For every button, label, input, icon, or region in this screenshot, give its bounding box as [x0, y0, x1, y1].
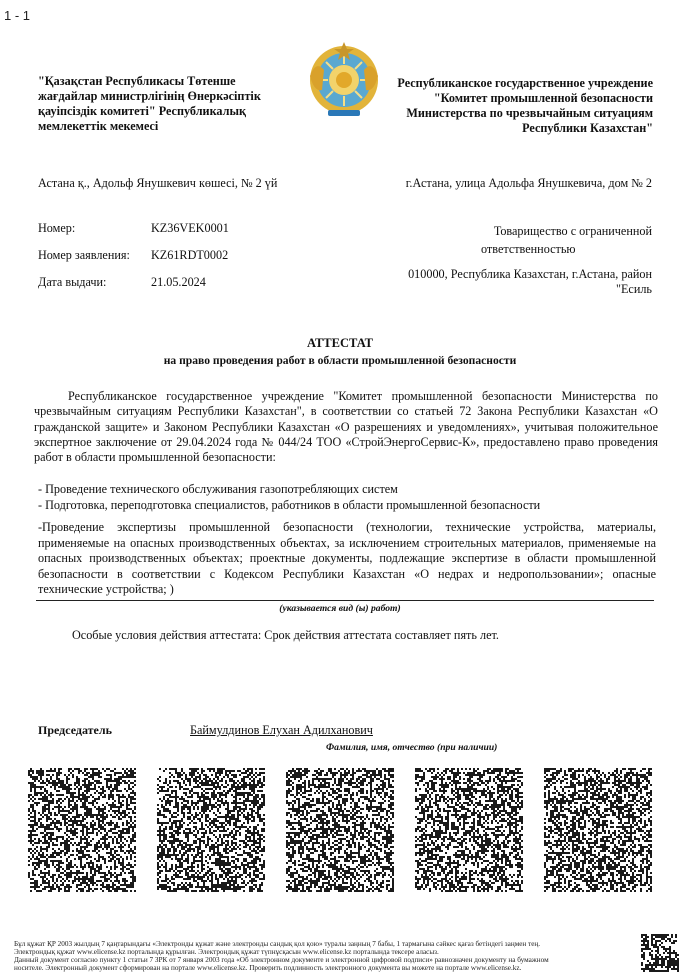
- qr-code-icon: [286, 768, 394, 892]
- page-label: 1 - 1: [4, 8, 31, 23]
- works-list: [38, 482, 656, 598]
- work-item: - Подготовка, переподготовка специалистов, работников в области промышленной безопасности: [38, 497, 541, 512]
- works-caption: (указывается вид (ы) работ): [279, 603, 401, 614]
- number-label: Номер:: [38, 221, 76, 235]
- application-label: Номер заявления:: [38, 248, 130, 262]
- chair-label: Председатель: [38, 723, 112, 737]
- footer-line: Данный документ согласно пункту 1 статьи 7 ЗРК от 7 января 2003 года «Об электронном документе и электронной цифровой подписи» равнозначен документу на бумажном: [14, 956, 549, 965]
- qr-code-icon: [544, 768, 652, 892]
- recipient-block: [395, 222, 652, 297]
- date-value: 21.05.2024: [151, 275, 206, 289]
- document-subtitle: на право проведения работ в области промышленной безопасности: [163, 354, 517, 367]
- legal-footer: [14, 940, 634, 972]
- issuer-address-kazakh: Астана қ., Адольф Янушкевич көшесі, № 2 үй: [38, 176, 278, 190]
- small-qr-code-icon: [641, 934, 679, 972]
- special-conditions: Особые условия действия аттестата: Срок действия аттестата составляет пять лет.: [72, 628, 499, 642]
- state-emblem-icon: [306, 40, 382, 118]
- body-paragraph-block: [34, 389, 658, 465]
- date-label: Дата выдачи:: [38, 275, 107, 289]
- issuer-name-kazakh: "Қазақстан Республикасы Төтенше жағдайлар министрлігінің Өнеркәсіптік қауіпсіздік комитеті" Республикалық мемлекеттік мекемесі: [38, 74, 261, 133]
- recipient-address: 010000, Республика Казахстан, г.Астана, район "Есиль: [408, 267, 652, 296]
- recipient-line-1: Товарищество с ограниченной: [493, 224, 652, 238]
- application-value: KZ61RDT0002: [151, 248, 229, 262]
- meta-date-row: [38, 275, 206, 290]
- qr-code-icon: [157, 768, 265, 892]
- qr-code-icon: [28, 768, 136, 892]
- footer-line: Электрондық құжат www.elicense.kz порталында құрылған. Электрондық құжат түпнұсқасын www.elicense.kz порталында тексере аласыз.: [14, 948, 439, 957]
- works-underline: [36, 600, 654, 601]
- work-item-expertise: -Проведение экспертизы промышленной безопасности (технологии, технические устройства, материалы, применяемые на опасных производственных объектах, за исключением строительных материалов, применяемые на опасных производственных объектах; проектные документы, подлежащие экспертизе в области промышленной безопасности в соответствии с Кодексом Республики Казахстан «О недрах и недропользовании»; опасные технические устройства; ): [38, 520, 656, 596]
- footer-line: Бұл құжат ҚР 2003 жылдың 7 қаңтарындағы «Электронды құжат және электронды сандық қол қою» туралы заңның 7 бабы, 1 тармағына сәйкес қағаз бетіндегі заңмен тең.: [14, 940, 541, 948]
- issuer-name-russian: Республиканское государственное учреждение "Комитет промышленной безопасности Министерства по чрезвычайным ситуациям Республики Казахстан": [397, 76, 653, 135]
- meta-application-row: [38, 248, 228, 263]
- number-value: KZ36VEK0001: [151, 221, 229, 235]
- name-caption: Фамилия, имя, отчество (при наличии): [326, 742, 498, 753]
- meta-number-row: [38, 221, 229, 236]
- qr-code-icon: [415, 768, 523, 892]
- document-title: АТТЕСТАТ: [307, 336, 373, 350]
- issuer-address-russian: г.Астана, улица Адольфа Янушкевича, дом № 2: [405, 176, 652, 190]
- work-item: - Проведение технического обслуживания газопотребляющих систем: [38, 482, 398, 496]
- recipient-line-2: ответственностью: [481, 242, 576, 256]
- footer-line: носителе. Электронный документ сформирован на портале www.elicense.kz. Проверить подлинность электронного документа вы можете на портале www.elicense.kz.: [14, 964, 522, 972]
- chair-name: Баймулдинов Елухан Адилханович: [190, 723, 373, 737]
- body-paragraph: Республиканское государственное учреждение "Комитет промышленной безопасности Министерства по чрезвычайным ситуациям Республики Казахстан", в соответствии со статьей 72 Закона Республики Казахстан «О гражданской защите» и Законом Республики Казахстан «О разрешениях и уведомлениях», учитывая положительное экспертное заключение от 29.04.2024 года № 044/24 ТОО «СтройЭнергоСервис-К», предоставлено право проведения работ в области промышленной безопасности:: [34, 389, 658, 465]
